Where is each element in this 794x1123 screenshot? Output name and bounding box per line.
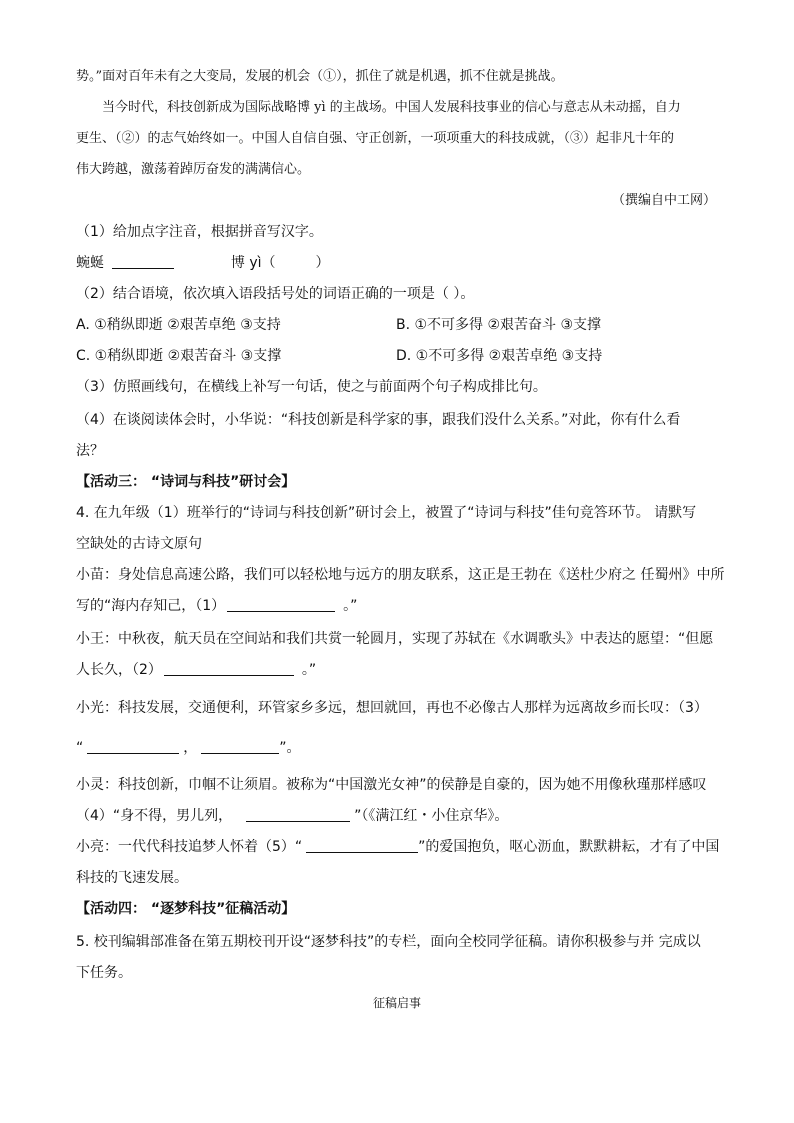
q4-line-2: 法？ xyxy=(76,443,104,459)
q4-line-1: （4）在谈阅读体会时，小华说：“科技创新是科学家的事，跟我们没什么关系。”对此，你有什么看 xyxy=(76,412,681,428)
q2-prompt: （2）结合语境，依次填入语段括号处的词语正确的一项是（ ）。 xyxy=(76,286,475,302)
xiaoguang-suffix: ”。 xyxy=(279,740,301,756)
fill-blank-1[interactable] xyxy=(227,597,335,612)
q1-answer-line xyxy=(76,253,330,273)
q2-option-c[interactable]: C. ①稍纵即逝 ②艰苦奋斗 ③支撑 xyxy=(76,348,282,364)
activity-3-heading: 【活动三： “诗词与科技”研讨会】 xyxy=(76,474,296,490)
activity-4-heading: 【活动四： “逐梦科技”征稿活动】 xyxy=(76,901,296,917)
xiaoliang-suffix: ”的爱国抱负，呕心沥血，默默耕耘，才有了中国 xyxy=(418,839,720,855)
xiaomiao-prefix: 写的“海内存知己，（1） xyxy=(76,598,226,614)
question-5-line-1: 5. 校刊编辑部准备在第五期校刊开设“逐梦科技”的专栏，面向全校同学征稿。请你积极参与并 完成以 xyxy=(76,934,701,950)
passage-line-4: 伟大跨越，激荡着踔厉奋发的满满信心。 xyxy=(76,162,311,177)
xiaoliang-prefix: 小亮：一代代科技追梦人怀着（5）“ xyxy=(76,839,303,855)
xiaomiao-suffix: 。” xyxy=(343,598,358,614)
q2-option-a[interactable]: A. ①稍纵即逝 ②艰苦卓绝 ③支持 xyxy=(76,317,281,333)
question-4-line-2: 空缺处的古诗文原句 xyxy=(76,536,202,552)
passage-source: （撰编自中工网） xyxy=(612,193,717,208)
q1-word-2-suffix: ） xyxy=(315,255,330,271)
xiaoling-suffix: ”（《满江红・小住京华》。 xyxy=(354,808,509,824)
xiaowang-line-2 xyxy=(76,660,316,680)
xiaoguang-line-2 xyxy=(76,738,301,758)
xiaoliang-line-1 xyxy=(76,837,719,857)
fill-blank-3b[interactable] xyxy=(201,739,279,754)
question-5-line-2: 下任务。 xyxy=(76,965,132,981)
q1-prompt: （1）给加点字注音，根据拼音写汉字。 xyxy=(76,224,323,240)
xiaowang-prefix: 人长久，（2） xyxy=(76,662,162,678)
fill-blank-4[interactable] xyxy=(246,807,350,822)
q1-blank-1[interactable] xyxy=(112,254,174,269)
notice-title: 征稿启事 xyxy=(372,996,421,1010)
xiaomiao-line-2 xyxy=(76,596,357,616)
passage-line-1: 势。”面对百年未有之大变局，发展的机会（①），抓住了就是机遇，抓不住就是挑战。 xyxy=(76,69,564,84)
xiaowang-line-1: 小王：中秋夜，航天员在空间站和我们共赏一轮圆月，实现了苏轼在《水调歌头》中表达的愿望：“但愿 xyxy=(76,631,714,647)
q2-option-b[interactable]: B. ①不可多得 ②艰苦奋斗 ③支撑 xyxy=(396,317,602,333)
fill-blank-2[interactable] xyxy=(164,661,294,676)
xiaoguang-line-1: 小光：科技发展，交通便利，环管家乡多远，想回就回，再也不必像古人那样为远离故乡而长叹：（3） xyxy=(76,700,708,716)
xiaoling-line-2 xyxy=(76,806,508,826)
fill-blank-3a[interactable] xyxy=(87,739,179,754)
question-4-line-1: 4. 在九年级（1）班举行的“诗词与科技创新”研讨会上，被置了“诗词与科技”佳句竞答环节。 请默写 xyxy=(76,505,697,521)
q1-word-1: 蜿蜒 xyxy=(76,255,104,271)
passage-line-3: 更生、（②）的志气始终如一。中国人自信自强、守正创新，一项项重大的科技成就，（③）起非凡十年的 xyxy=(76,131,675,146)
xiaowang-suffix: 。” xyxy=(301,662,317,678)
xiaoguang-prefix: “ xyxy=(76,740,84,756)
xiaoling-prefix: （4）“身不得，男儿列， xyxy=(76,808,233,824)
xiaoguang-mid: ， xyxy=(183,740,198,756)
q1-word-2-prefix: 博 yì（ xyxy=(230,255,276,271)
xiaoliang-line-2: 科技的飞速发展。 xyxy=(76,870,188,886)
q3-prompt: （3）仿照画线句，在横线上补写一句话，使之与前面两个句子构成排比句。 xyxy=(76,379,547,395)
passage-line-2: 当今时代，科技创新成为国际战略博 yì 的主战场。中国人发展科技事业的信心与意志从未动摇，自力 xyxy=(102,100,681,115)
fill-blank-5[interactable] xyxy=(306,838,418,853)
q2-option-d[interactable]: D. ①不可多得 ②艰苦卓绝 ③支持 xyxy=(396,348,603,364)
xiaoling-line-1: 小灵：科技创新，巾帼不让须眉。被称为“中国激光女神”的侯静是自豪的，因为她不用像秋瑾那样感叹 xyxy=(76,777,707,793)
xiaomiao-line-1: 小苗：身处信息高速公路，我们可以轻松地与远方的朋友联系，这正是王勃在《送杜少府之 任蜀州》中所 xyxy=(76,567,725,583)
